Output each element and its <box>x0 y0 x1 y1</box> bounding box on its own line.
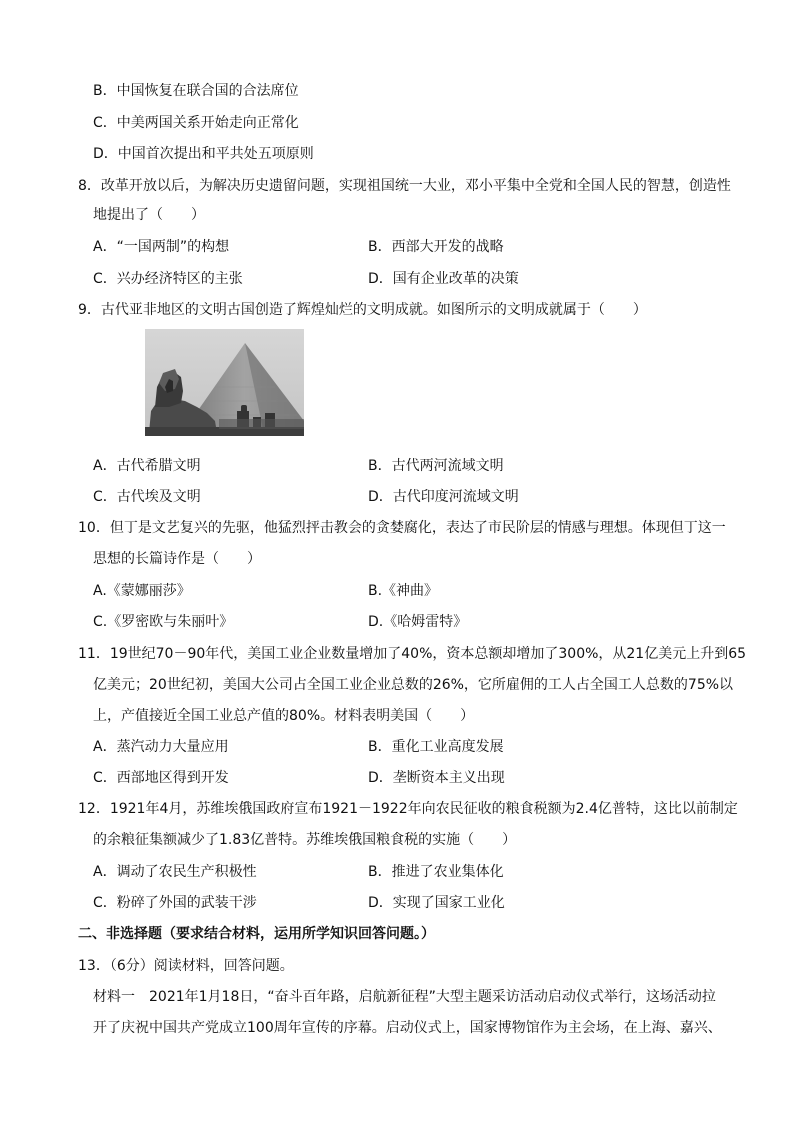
question-8-stem-cont: 地提出了（ ） <box>93 207 205 223</box>
question-13-stem: 13．（6分）阅读材料，回答问题。 <box>78 958 294 974</box>
option-11-a[interactable]: A．蒸汽动力大量应用 <box>93 739 229 755</box>
material-1-line-2: 开了庆祝中国共产党成立100周年宣传的序幕。启动仪式上，国家博物馆作为主会场，在上海、嘉兴、 <box>93 1020 722 1036</box>
option-8-d[interactable]: D．国有企业改革的决策 <box>368 271 519 287</box>
option-7-d[interactable]: D．中国首次提出和平共处五项原则 <box>93 146 314 162</box>
question-8-stem: 8．改革开放以后，为解决历史遗留问题，实现祖国统一大业，邓小平集中全党和全国人民的智慧，创造性 <box>78 178 731 194</box>
option-9-c[interactable]: C．古代埃及文明 <box>93 489 201 505</box>
option-9-d[interactable]: D．古代印度河流域文明 <box>368 489 519 505</box>
sphinx-pyramid-photo <box>145 329 304 436</box>
option-11-d[interactable]: D．垄断资本主义出现 <box>368 770 505 786</box>
option-8-c[interactable]: C．兴办经济特区的主张 <box>93 271 243 287</box>
option-12-b[interactable]: B．推进了农业集体化 <box>368 864 504 880</box>
option-10-a[interactable]: A.《蒙娜丽莎》 <box>93 583 191 599</box>
option-11-b[interactable]: B．重化工业高度发展 <box>368 739 504 755</box>
question-10-stem: 10．但丁是文艺复兴的先驱，他猛烈抨击教会的贪婪腐化，表达了市民阶层的情感与理想。体现但丁这一 <box>78 520 726 536</box>
option-8-b[interactable]: B．西部大开发的战略 <box>368 239 504 255</box>
material-1-line-1: 材料一 2021年1月18日，“奋斗百年路，启航新征程”大型主题采访活动启动仪式举行，这场活动拉 <box>93 989 716 1005</box>
option-7-c[interactable]: C．中美两国关系开始走向正常化 <box>93 115 299 131</box>
question-11-stem: 11．19世纪70－90年代，美国工业企业数量增加了40%，资本总额却增加了300%，从21亿美元上升到65 <box>78 646 747 662</box>
question-10-stem-cont: 思想的长篇诗作是（ ） <box>93 551 261 567</box>
option-12-a[interactable]: A．调动了农民生产积极性 <box>93 864 257 880</box>
question-11-stem-cont-1: 亿美元；20世纪初，美国大公司占全国工业企业总数的26%，它所雇佣的工人占全国工人总数的75%以 <box>93 677 734 693</box>
option-8-a[interactable]: A．“一国两制”的构想 <box>93 239 230 255</box>
question-9-stem: 9．古代亚非地区的文明古国创造了辉煌灿烂的文明成就。如图所示的文明成就属于（ ） <box>78 302 647 318</box>
option-9-b[interactable]: B．古代两河流域文明 <box>368 458 504 474</box>
question-11-stem-cont-2: 上，产值接近全国工业总产值的80%。材料表明美国（ ） <box>93 708 475 724</box>
option-11-c[interactable]: C．西部地区得到开发 <box>93 770 229 786</box>
option-12-c[interactable]: C．粉碎了外国的武装干涉 <box>93 895 257 911</box>
question-12-stem: 12．1921年4月，苏维埃俄国政府宣布1921－1922年向农民征收的粮食税额为2.4亿普特，这比以前制定 <box>78 801 738 817</box>
option-10-d[interactable]: D.《哈姆雷特》 <box>368 614 468 630</box>
option-7-b[interactable]: B．中国恢复在联合国的合法席位 <box>93 83 299 99</box>
option-9-a[interactable]: A．古代希腊文明 <box>93 458 201 474</box>
option-10-b[interactable]: B.《神曲》 <box>368 583 439 599</box>
question-12-stem-cont: 的余粮征集额减少了1.83亿普特。苏维埃俄国粮食税的实施（ ） <box>93 832 517 848</box>
option-12-d[interactable]: D．实现了国家工业化 <box>368 895 505 911</box>
section-heading: 二、非选择题（要求结合材料，运用所学知识回答问题。） <box>78 926 435 942</box>
option-10-c[interactable]: C.《罗密欧与朱丽叶》 <box>93 614 234 630</box>
